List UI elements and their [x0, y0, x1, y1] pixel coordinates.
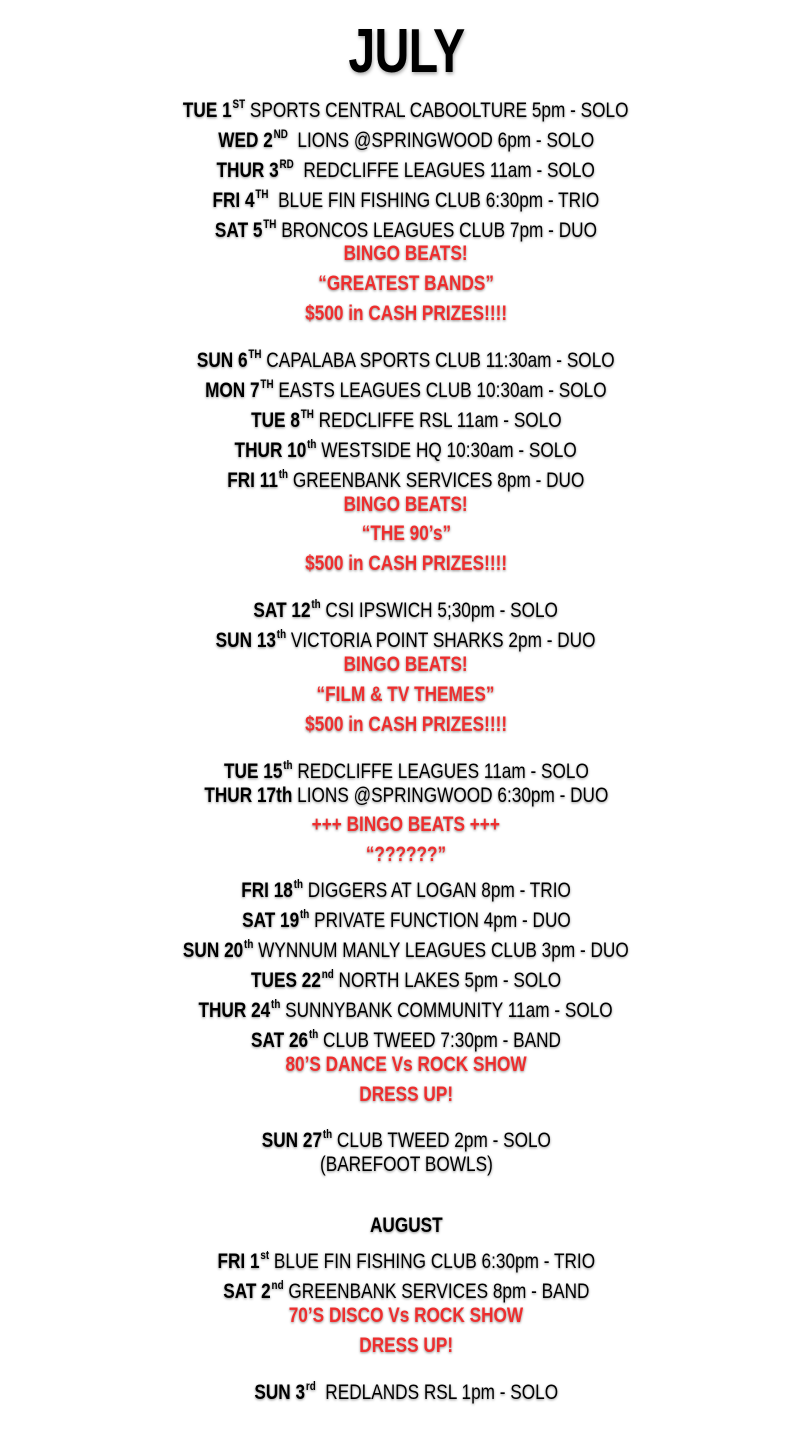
gig-details: WESTSIDE HQ 10:30am - SOLO — [316, 438, 578, 462]
gig-line — [197, 340, 615, 373]
gig-day-suffix: ND — [273, 126, 288, 141]
gig-line — [199, 990, 613, 1020]
gig-details: REDLANDS RSL 1pm - SOLO — [315, 1380, 558, 1404]
promo-line: BINGO BEATS! — [343, 492, 469, 516]
gig-day-suffix: th — [277, 627, 287, 642]
gig-day: SUN 13 — [216, 629, 277, 653]
month-heading — [370, 1211, 443, 1241]
gig-line — [204, 781, 608, 811]
promo-line: +++ BINGO BEATS +++ — [311, 813, 501, 837]
promo-line: $500 in CASH PRIZES!!!! — [305, 552, 507, 576]
gig-day-suffix: th — [278, 466, 289, 481]
month-title: JULY — [347, 17, 465, 86]
gig-day-suffix: TH — [248, 347, 262, 362]
promo-line: DRESS UP! — [359, 1082, 453, 1106]
gig-day-suffix: th — [307, 436, 317, 451]
gig-day-suffix: nd — [271, 1277, 284, 1292]
gig-day-suffix: TH — [263, 216, 277, 231]
gig-day: SAT 19 — [241, 909, 299, 933]
gig-line — [217, 150, 595, 180]
gig-details: CLUB TWEED 7:30pm - BAND — [318, 1028, 561, 1052]
gig-schedule — [134, 90, 678, 1402]
month-heading-label: AUGUST — [369, 1214, 443, 1238]
gig-line — [183, 90, 629, 120]
gig-details: REDCLIFFE RSL 11am - SOLO — [313, 408, 562, 432]
gig-day: TUE 15 — [223, 759, 282, 783]
gig-details: BLUE FIN FISHING CLUB 6:30pm - TRIO — [268, 188, 600, 212]
gig-line — [213, 180, 600, 210]
gig-day-suffix: th — [244, 937, 254, 952]
gig-day: THUR 17th — [203, 783, 292, 807]
gig-day: FRI 1 — [217, 1250, 260, 1274]
gig-day-suffix: th — [311, 597, 321, 612]
promo-line: BINGO BEATS! — [343, 242, 469, 266]
gig-line — [215, 210, 597, 240]
gig-line — [224, 751, 589, 781]
gig-day: SUN 27 — [261, 1129, 322, 1153]
gig-day-suffix: th — [299, 907, 309, 922]
promo-line: “FILM & TV THEMES” — [317, 682, 495, 706]
promo-line: “THE 90’s” — [361, 522, 451, 546]
gig-line — [223, 1271, 589, 1301]
gig-details: SPORTS CENTRAL CABOOLTURE 5pm - SOLO — [245, 99, 629, 122]
gig-details: DIGGERS AT LOGAN 8pm - TRIO — [302, 879, 571, 903]
gig-details: CAPALABA SPORTS CLUB 11:30am - SOLO — [261, 349, 615, 373]
gig-details: CSI IPSWICH 5;30pm - SOLO — [320, 599, 559, 623]
gig-line — [183, 930, 629, 963]
gig-day: MON 7 — [205, 379, 260, 403]
gig-line — [217, 1241, 595, 1274]
gig-day-suffix: th — [322, 1127, 332, 1142]
gig-line — [254, 1372, 558, 1402]
gig-line — [241, 900, 571, 933]
gig-line — [251, 1020, 561, 1050]
gig-details: GREENBANK SERVICES 8pm - DUO — [288, 468, 585, 492]
gig-day: TUE 8 — [250, 408, 300, 432]
gig-day-suffix: th — [271, 996, 281, 1011]
gig-day: FRI 18 — [241, 879, 293, 903]
gig-details: WYNNUM MANLY LEAGUES CLUB 3pm - DUO — [253, 939, 629, 963]
gig-day: SUN 20 — [183, 939, 244, 963]
gig-details: REDCLIFFE LEAGUES 11am - SOLO — [292, 759, 589, 783]
gig-details: BRONCOS LEAGUES CLUB 7pm - DUO — [276, 218, 598, 242]
gig-day: SAT 5 — [214, 218, 263, 242]
gig-day: THUR 3 — [216, 158, 279, 182]
gig-day-suffix: st — [260, 1248, 269, 1263]
promo-line: $500 in CASH PRIZES!!!! — [305, 712, 507, 736]
gig-day: FRI 11 — [227, 468, 279, 492]
gig-day: TUES 22 — [250, 968, 321, 992]
gig-day-suffix: th — [282, 757, 293, 772]
gig-day-suffix: nd — [321, 966, 334, 981]
gig-day: FRI 4 — [212, 188, 255, 212]
gig-note: (BAREFOOT BOWLS) — [319, 1153, 493, 1177]
gig-details: VICTORIA POINT SHARKS 2pm - DUO — [286, 629, 596, 653]
gig-day-suffix: rd — [305, 1378, 316, 1393]
gig-day: TUE 1 — [183, 99, 232, 122]
promo-line: “GREATEST BANDS” — [318, 272, 494, 296]
gig-day-suffix: TH — [260, 377, 274, 392]
gig-day-suffix: TH — [255, 186, 269, 201]
gig-day: SUN 3 — [254, 1380, 305, 1404]
gig-day-suffix: TH — [300, 406, 314, 421]
gig-line — [227, 460, 584, 490]
gig-details: REDCLIFFE LEAGUES 11am - SOLO — [294, 158, 596, 182]
promo-line: 80’S DANCE Vs ROCK SHOW — [285, 1052, 527, 1076]
gig-line — [251, 960, 561, 990]
gig-day-suffix: ST — [232, 97, 246, 111]
gig-day: WED 2 — [217, 128, 273, 152]
gig-day-suffix: th — [293, 877, 303, 892]
promo-line: “??????” — [365, 843, 447, 867]
gig-details: BLUE FIN FISHING CLUB 6:30pm - TRIO — [268, 1250, 595, 1274]
gig-details: NORTH LAKES 5pm - SOLO — [333, 968, 562, 992]
gig-details: SUNNYBANK COMMUNITY 11am - SOLO — [280, 998, 614, 1022]
promo-line: BINGO BEATS! — [343, 653, 469, 677]
gig-line — [205, 370, 607, 403]
gig-day: SUN 6 — [197, 349, 248, 373]
promo-line: DRESS UP! — [359, 1333, 453, 1357]
gig-line — [241, 870, 571, 903]
gig-day-suffix: RD — [279, 156, 295, 171]
gig-line — [261, 1120, 551, 1153]
gig-details: EASTS LEAGUES CLUB 10:30am - SOLO — [273, 379, 607, 403]
promo-line: $500 in CASH PRIZES!!!! — [305, 302, 507, 326]
gig-day-suffix: th — [308, 1026, 319, 1041]
gig-line — [218, 120, 594, 150]
gig-line — [253, 590, 559, 623]
gig-details: LIONS @SPRINGWOOD 6:30pm - DUO — [291, 783, 609, 807]
gig-day: THUR 24 — [198, 998, 271, 1022]
gig-day: SAT 2 — [222, 1279, 271, 1303]
gig-details: PRIVATE FUNCTION 4pm - DUO — [308, 909, 571, 933]
gig-day: SAT 26 — [251, 1028, 309, 1052]
gig-details: LIONS @SPRINGWOOD 6pm - SOLO — [287, 128, 595, 152]
gig-line — [216, 620, 596, 653]
gig-line — [235, 430, 577, 460]
gig-details: CLUB TWEED 2pm - SOLO — [331, 1129, 551, 1153]
gig-details: GREENBANK SERVICES 8pm - BAND — [283, 1279, 590, 1303]
gig-line — [251, 400, 562, 430]
gig-day: THUR 10 — [234, 438, 307, 462]
promo-line: 70’S DISCO Vs ROCK SHOW — [288, 1303, 524, 1327]
gig-day: SAT 12 — [253, 599, 311, 623]
